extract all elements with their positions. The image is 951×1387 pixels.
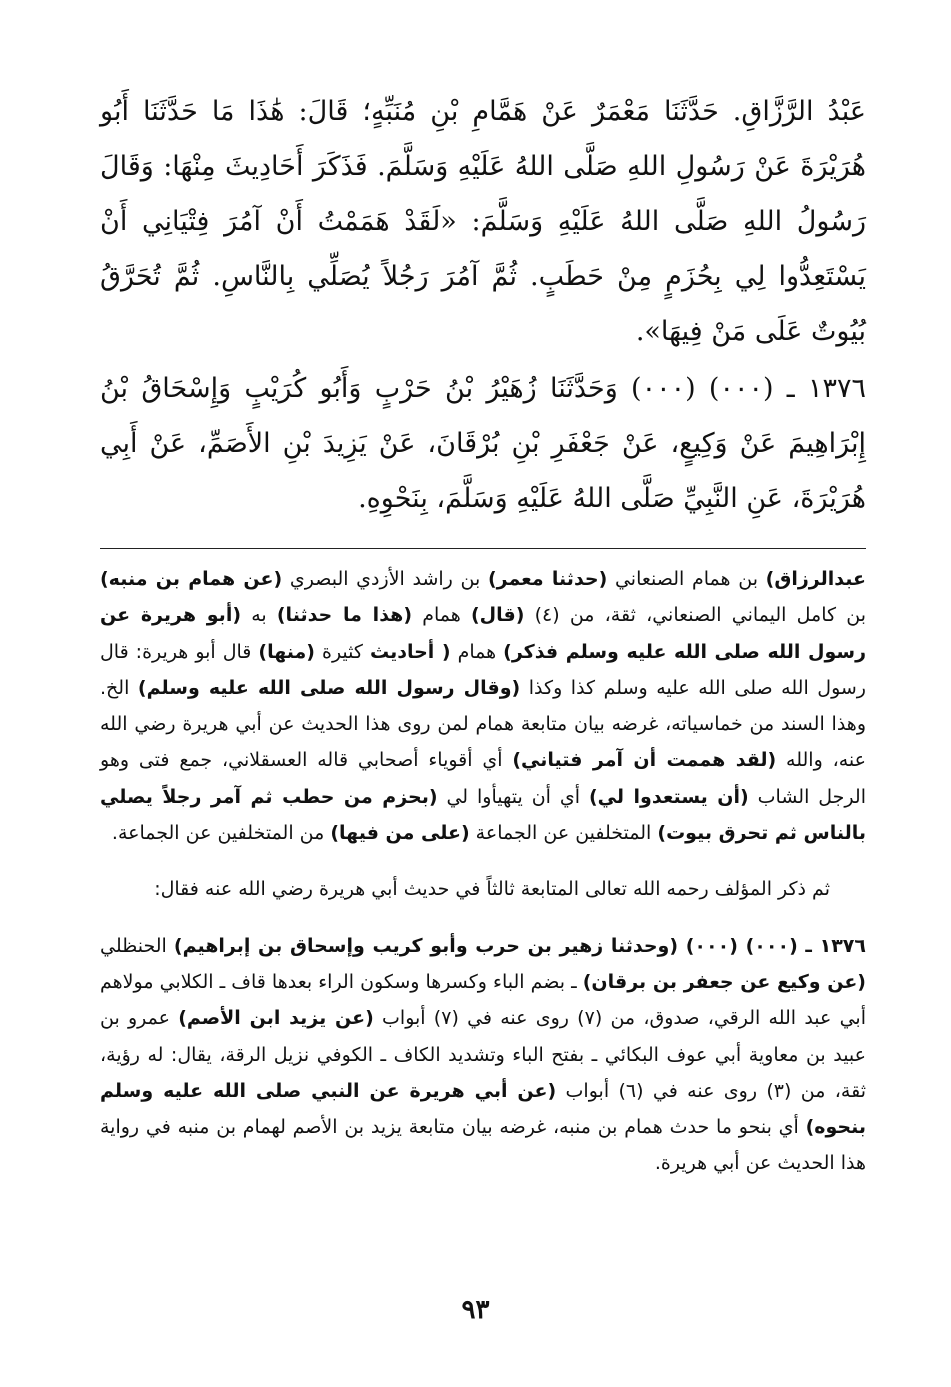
- commentary-paragraph-3: [100, 928, 866, 1182]
- commentary-p1-quoted-text: (قال): [470, 604, 525, 627]
- commentary-p3-gloss-text: الحنظلي: [100, 934, 174, 957]
- footnote-divider: [100, 548, 866, 549]
- commentary-p3-quoted-text: (عن وكيع عن جعفر بن برقان): [582, 970, 866, 993]
- commentary-p3-gloss-text: أي بنحو ما حدث همام بن منبه، غرضه بيان متابعة يزيد بن الأصم لهمام بن منبه في رواية هذا الحديث عن أبي هريرة.: [100, 1116, 866, 1175]
- commentary-p1-gloss-text: بن راشد الأزدي البصري: [282, 568, 488, 590]
- commentary-p1-gloss-text: به: [241, 604, 277, 627]
- commentary-p3-gloss-text: ـ بضم الباء وكسرها وسكون الراء بعدها قاف ـ الكلابي مولاهم أبي عبد الله الرقي، صدوق، من (٧) روى عنه في (٧) أبواب: [100, 970, 866, 1030]
- commentary-p1-quoted-text: (أن يستعدوا لي): [588, 785, 749, 808]
- hadith-text: [100, 84, 866, 526]
- commentary-p1-gloss-text: من المتخلفين عن الجماعة.: [111, 822, 331, 845]
- commentary-paragraph-2: ثم ذكر المؤلف رحمه الله تعالى المتابعة ثالثاً في حديث أبي هريرة رضي الله عنه فقال:: [154, 878, 830, 901]
- commentary-p1-quoted-text: عبدالرزاق): [765, 568, 866, 590]
- commentary-p1-quoted-text: (حدثنا معمر): [487, 568, 608, 590]
- commentary-paragraph-1: [100, 561, 866, 851]
- commentary-p3-gloss-text: عمرو بن عبيد بن معاوية أبي عوف البكائي ـ بفتح الباء وتشديد الكاف ـ الكوفي نزيل الرقة، يقال: له رؤية، ثقة، من (٣) روى عنه في (٦) أبواب: [100, 1007, 866, 1102]
- commentary-p1-quoted-text: (لقد هممت أن آمر فتياني): [512, 749, 777, 772]
- commentary-p1-gloss-text: قال أبو هريرة: قال رسول الله صلى الله عليه وسلم كذا وكذا: [100, 640, 866, 699]
- commentary-p1-quoted-text: (أبو هريرة عن رسول الله صلى الله عليه وسلم فذكر): [100, 604, 867, 663]
- page-body: [100, 84, 866, 1374]
- commentary-p1-quoted-text: (على من فيها): [330, 822, 470, 845]
- commentary-p1-gloss-text: أي أقوياء أصحابي قاله العسقلاني، جمع فتى وهو الرجل الشاب: [100, 749, 866, 808]
- commentary: [100, 561, 866, 1182]
- commentary-p3-quoted-text: (عن يزيد ابن الأصم): [178, 1007, 374, 1030]
- commentary-p1-quoted-text: (بحزم من حطب ثم آمر رجلاً يصلي بالناس ثم تحرق بيوت): [100, 785, 866, 845]
- commentary-p3-quoted-text: (عن أبي هريرة عن النبي صلى الله عليه وسلم بنحوه): [100, 1079, 866, 1139]
- commentary-p1-gloss-text: كثيرة: [314, 640, 370, 663]
- hadith-paragraph-2: ١٣٧٦ ـ (٠٠٠) (٠٠٠) وَحَدَّثَنَا زُهَيْرُ بْنُ حَرْبٍ وَأَبُو كُرَيْبٍ وَإِسْحَاقُ بْنُ إِبْرَاهِيمَ عَنْ وَكِيعٍ، عَنْ جَعْفَرِ بْنِ بُرْقَانَ، عَنْ يَزِيدَ بْنِ الأَصَمِّ، عَنْ أَبِي هُرَيْرَةَ، عَنِ النَّبِيِّ صَلَّى اللهُ عَلَيْهِ وَسَلَّمَ، بِنَحْوِهِ.: [100, 373, 867, 514]
- hadith-paragraph-1: عَبْدُ الرَّزَّاقِ. حَدَّثَنَا مَعْمَرٌ عَنْ هَمَّامِ بْنِ مُنَبِّهٍ؛ قَالَ: هَٰذَا مَا حَدَّثَنَا أَبُو هُرَيْرَةَ عَنْ رَسُولِ اللهِ صَلَّى اللهُ عَلَيْهِ وَسَلَّمَ. فَذَكَرَ أَحَادِيثَ مِنْهَا: وَقَالَ رَسُولُ اللهِ صَلَّى اللهُ عَلَيْهِ وَسَلَّمَ: «لَقَدْ هَمَمْتُ أَنْ آمُرَ فِتْيَانِي أَنْ يَسْتَعِدُّوا لِي بِحُزَمٍ مِنْ حَطَبٍ. ثُمَّ آمُرَ رَجُلاً يُصَلِّي بِالنَّاسِ. ثُمَّ تُحَرَّقُ بُيُوتٌ عَلَى مَنْ فِيهَا».: [100, 96, 866, 347]
- commentary-p1-quoted-text: ( أحاديث: [369, 640, 451, 663]
- commentary-p1-gloss-text: أي أن يتهيأوا لي: [437, 785, 589, 808]
- commentary-p1-quoted-text: (هذا ما حدثنا): [276, 604, 413, 627]
- commentary-p1-gloss-text: الخ. وهذا السند من خماسياته، غرضه بيان متابعة همام لمن روى هذا الحديث عن أبي هريرة رضي الله عنه، والله: [100, 676, 866, 772]
- commentary-p1-quoted-text: (عن همام بن منبه): [100, 568, 283, 590]
- commentary-p1-quoted-text: (منها): [258, 640, 315, 663]
- commentary-p3-quoted-text: ١٣٧٦ ـ (٠٠٠) (٠٠٠) (وحدثنا زهير بن حرب وأبو كريب وإسحاق بن إبراهيم): [173, 934, 866, 957]
- commentary-p1-quoted-text: (وقال رسول الله صلى الله عليه وسلم): [137, 676, 521, 699]
- commentary-p1-gloss-text: المتخلفين عن الجماعة: [469, 822, 658, 845]
- commentary-p1-gloss-text: همام: [450, 640, 504, 663]
- page-number: ٩٣: [461, 1295, 490, 1325]
- commentary-p1-gloss-text: همام: [412, 604, 471, 627]
- commentary-p1-gloss-text: بن كامل اليماني الصنعاني، ثقة، من (٤): [524, 604, 866, 627]
- commentary-p1-gloss-text: بن همام الصنعاني: [607, 568, 766, 590]
